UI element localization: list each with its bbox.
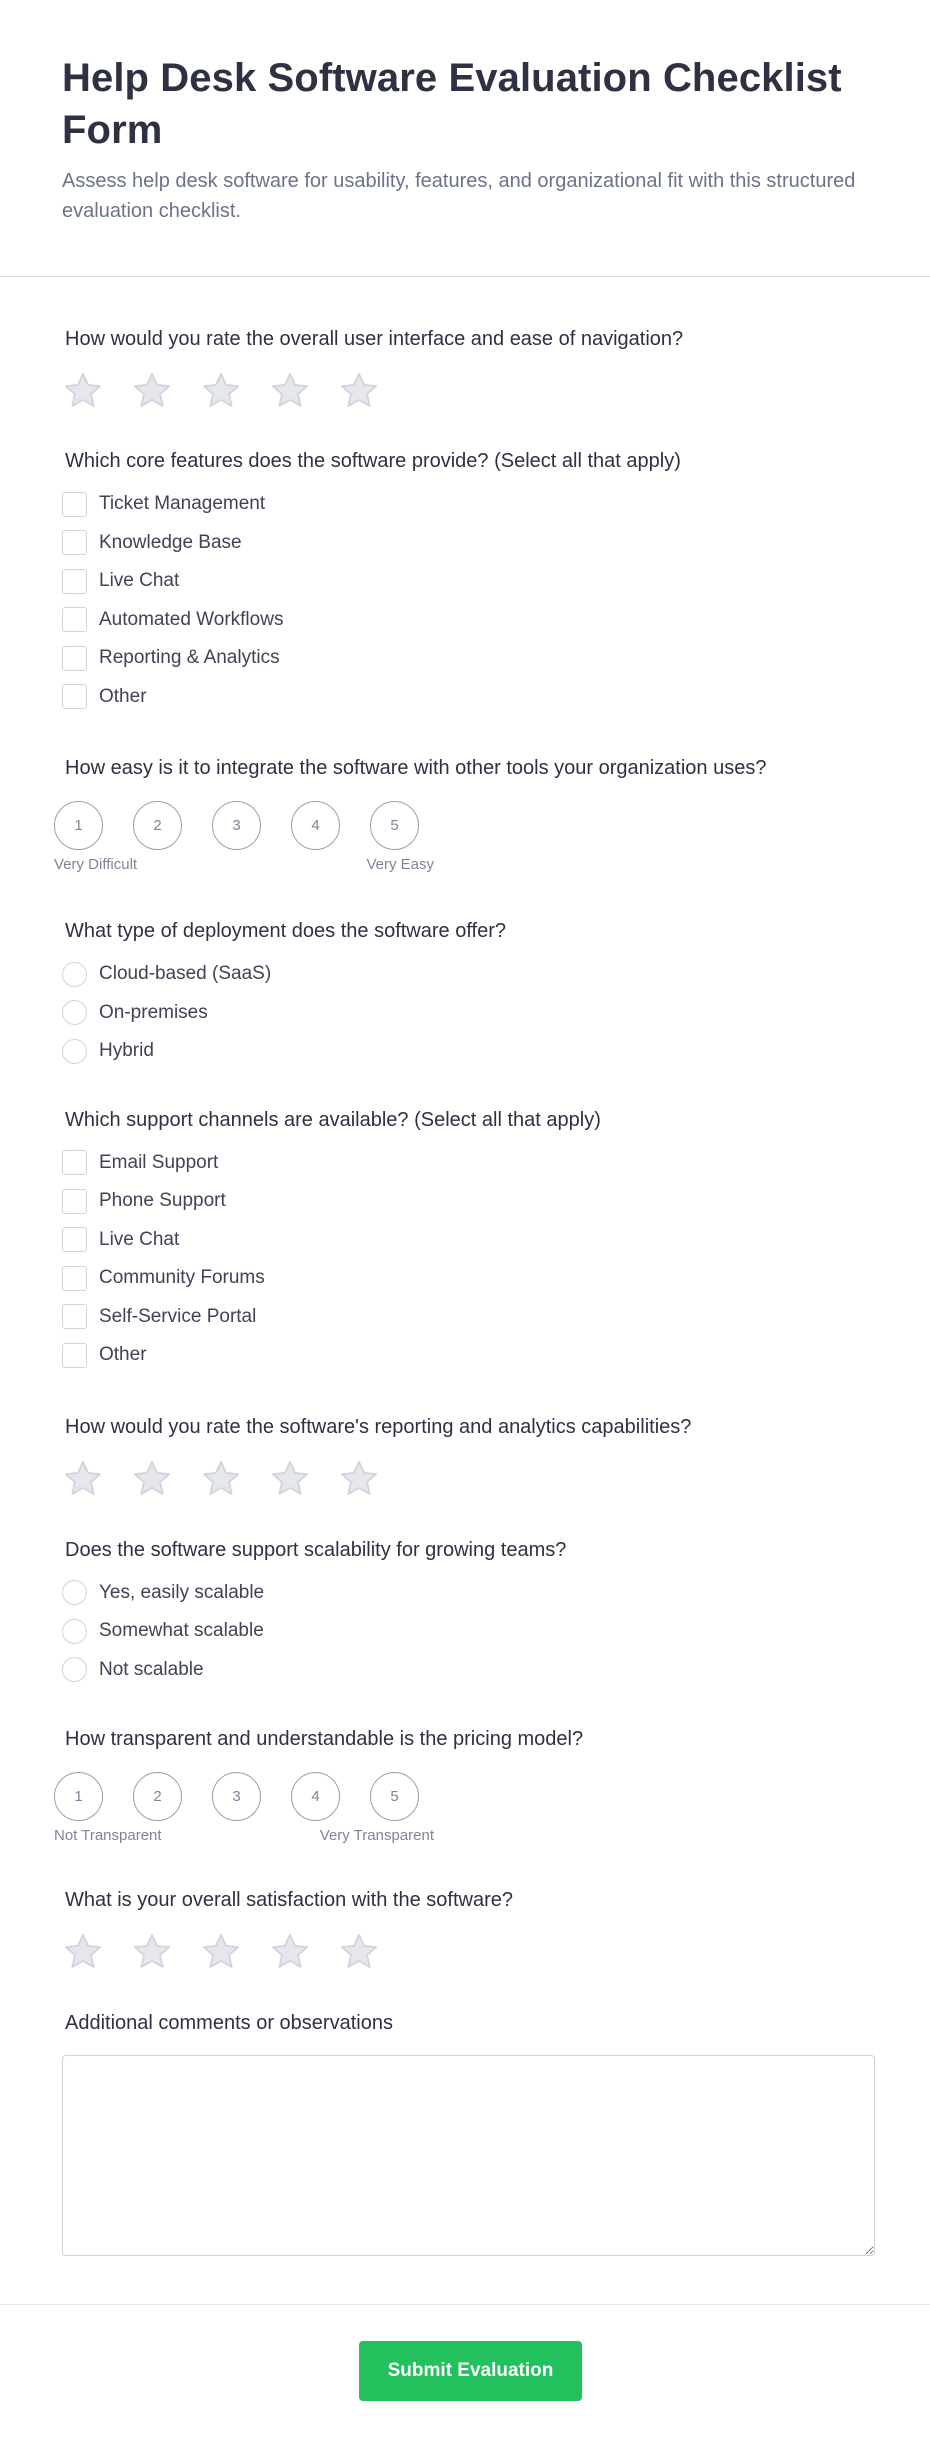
- checkbox-group: [62, 1144, 868, 1375]
- star-icon[interactable]: [269, 1931, 311, 1973]
- star-icon[interactable]: [338, 1931, 380, 1973]
- star-rating: [62, 1458, 868, 1500]
- submit-button[interactable]: Submit Evaluation: [359, 2341, 582, 2401]
- comments-textarea[interactable]: [62, 2055, 875, 2256]
- question-comments: [62, 2010, 868, 2256]
- scale-option-3[interactable]: 3: [212, 801, 261, 850]
- option-label: Ticket Management: [99, 493, 266, 515]
- option-label: Knowledge Base: [99, 531, 242, 553]
- checkbox-option[interactable]: [62, 1144, 868, 1183]
- checkbox-option[interactable]: [62, 485, 868, 524]
- star-rating: [62, 370, 868, 412]
- question-label: How would you rate the overall user interface and ease of navigation?: [65, 328, 684, 350]
- star-icon[interactable]: [131, 1931, 173, 1973]
- checkbox[interactable]: [62, 646, 87, 671]
- checkbox[interactable]: [62, 1343, 87, 1368]
- checkbox[interactable]: [62, 1304, 87, 1329]
- checkbox[interactable]: [62, 607, 87, 632]
- star-icon[interactable]: [338, 1458, 380, 1500]
- star-icon[interactable]: [269, 370, 311, 412]
- page-title: Help Desk Software Evaluation Checklist Form: [62, 56, 842, 152]
- radio-button[interactable]: [62, 1580, 87, 1605]
- scale-option-2[interactable]: 2: [133, 801, 182, 850]
- rating-scale: [54, 1772, 868, 1821]
- option-label: Cloud-based (SaaS): [99, 963, 272, 985]
- checkbox-option[interactable]: [62, 678, 868, 717]
- question-label: Additional comments or observations: [65, 2012, 393, 2034]
- option-label: Yes, easily scalable: [99, 1581, 265, 1603]
- scale-option-4[interactable]: 4: [291, 801, 340, 850]
- checkbox[interactable]: [62, 1227, 87, 1252]
- question-satisfaction: [62, 1887, 868, 1973]
- star-rating: [62, 1931, 868, 1973]
- option-label: Live Chat: [99, 570, 180, 592]
- checkbox-option[interactable]: [62, 1298, 868, 1337]
- radio-option[interactable]: [62, 1612, 868, 1651]
- radio-option[interactable]: [62, 1574, 868, 1613]
- scale-option-1[interactable]: 1: [54, 801, 103, 850]
- radio-group: [62, 955, 868, 1071]
- scale-end-labels: [54, 1827, 434, 1849]
- checkbox[interactable]: [62, 1150, 87, 1175]
- option-label: Other: [99, 685, 147, 707]
- radio-option[interactable]: [62, 1651, 868, 1690]
- star-icon[interactable]: [62, 370, 104, 412]
- star-icon[interactable]: [131, 1458, 173, 1500]
- checkbox[interactable]: [62, 1189, 87, 1214]
- checkbox-option[interactable]: [62, 1182, 868, 1221]
- question-label: How would you rate the software's reporting and analytics capabilities?: [65, 1415, 692, 1438]
- checkbox[interactable]: [62, 492, 87, 517]
- checkbox[interactable]: [62, 530, 87, 555]
- option-label: Email Support: [99, 1151, 219, 1173]
- checkbox[interactable]: [62, 1266, 87, 1291]
- option-label: Phone Support: [99, 1190, 226, 1212]
- star-icon[interactable]: [62, 1931, 104, 1973]
- checkbox-group: [62, 485, 868, 716]
- radio-button[interactable]: [62, 1657, 87, 1682]
- option-label: Automated Workflows: [99, 608, 284, 630]
- radio-option[interactable]: [62, 994, 868, 1033]
- radio-button[interactable]: [62, 1039, 87, 1064]
- option-label: Community Forums: [99, 1267, 265, 1289]
- radio-button[interactable]: [62, 1619, 87, 1644]
- scale-min-label: Not Transparent: [54, 1827, 162, 1844]
- scale-option-4[interactable]: 4: [291, 1772, 340, 1821]
- question-core-features: [62, 448, 868, 716]
- option-label: Reporting & Analytics: [99, 647, 280, 669]
- scale-max-label: Very Easy: [366, 856, 434, 873]
- checkbox-option[interactable]: [62, 562, 868, 601]
- question-label: Does the software support scalability for growing teams?: [65, 1538, 567, 1561]
- radio-button[interactable]: [62, 962, 87, 987]
- form-footer: [0, 2304, 930, 2450]
- page-subtitle: Assess help desk software for usability, features, and organizational fit with this structured evaluation checklist.: [62, 170, 856, 222]
- option-label: Other: [99, 1344, 147, 1366]
- question-pricing: [54, 1726, 868, 1849]
- rating-scale: [54, 801, 868, 850]
- checkbox[interactable]: [62, 684, 87, 709]
- scale-end-labels: [54, 856, 434, 878]
- question-label: What type of deployment does the software offer?: [65, 920, 506, 942]
- question-label: How transparent and understandable is the pricing model?: [65, 1728, 584, 1750]
- scale-option-1[interactable]: 1: [54, 1772, 103, 1821]
- star-icon[interactable]: [269, 1458, 311, 1500]
- star-icon[interactable]: [338, 370, 380, 412]
- star-icon[interactable]: [200, 1458, 242, 1500]
- question-ui-rating: [62, 326, 868, 412]
- checkbox-option[interactable]: [62, 601, 868, 640]
- question-label: What is your overall satisfaction with the software?: [65, 1889, 513, 1911]
- checkbox-option[interactable]: [62, 1336, 868, 1375]
- radio-button[interactable]: [62, 1000, 87, 1025]
- star-icon[interactable]: [131, 370, 173, 412]
- option-label: Live Chat: [99, 1228, 180, 1250]
- evaluation-form: [0, 326, 930, 2256]
- scale-option-5[interactable]: 5: [370, 801, 419, 850]
- scale-max-label: Very Transparent: [319, 1827, 434, 1844]
- radio-option[interactable]: [62, 1032, 868, 1071]
- star-icon[interactable]: [200, 1931, 242, 1973]
- question-deployment: [62, 918, 868, 1071]
- checkbox-option[interactable]: [62, 639, 868, 678]
- star-icon[interactable]: [200, 370, 242, 412]
- question-label: Which support channels are available? (Select all that apply): [65, 1108, 601, 1131]
- form-header: [0, 0, 930, 277]
- checkbox-option[interactable]: [62, 524, 868, 563]
- option-label: Hybrid: [99, 1040, 154, 1062]
- question-integration: [54, 755, 868, 878]
- question-scalability: [62, 1537, 868, 1690]
- option-label: Not scalable: [99, 1658, 204, 1680]
- scale-option-3[interactable]: 3: [212, 1772, 261, 1821]
- scale-option-2[interactable]: 2: [133, 1772, 182, 1821]
- question-support-channels: [62, 1107, 868, 1375]
- option-label: Somewhat scalable: [99, 1620, 264, 1642]
- scale-option-5[interactable]: 5: [370, 1772, 419, 1821]
- question-label: Which core features does the software provide? (Select all that apply): [65, 450, 681, 472]
- question-label: How easy is it to integrate the software with other tools your organization uses?: [65, 757, 767, 779]
- question-reporting-rating: [62, 1414, 868, 1500]
- option-label: Self-Service Portal: [99, 1305, 257, 1327]
- option-label: On-premises: [99, 1001, 208, 1023]
- scale-min-label: Very Difficult: [54, 856, 138, 873]
- radio-option[interactable]: [62, 955, 868, 994]
- checkbox-option[interactable]: [62, 1259, 868, 1298]
- checkbox[interactable]: [62, 569, 87, 594]
- star-icon[interactable]: [62, 1458, 104, 1500]
- radio-group: [62, 1574, 868, 1690]
- checkbox-option[interactable]: [62, 1221, 868, 1260]
